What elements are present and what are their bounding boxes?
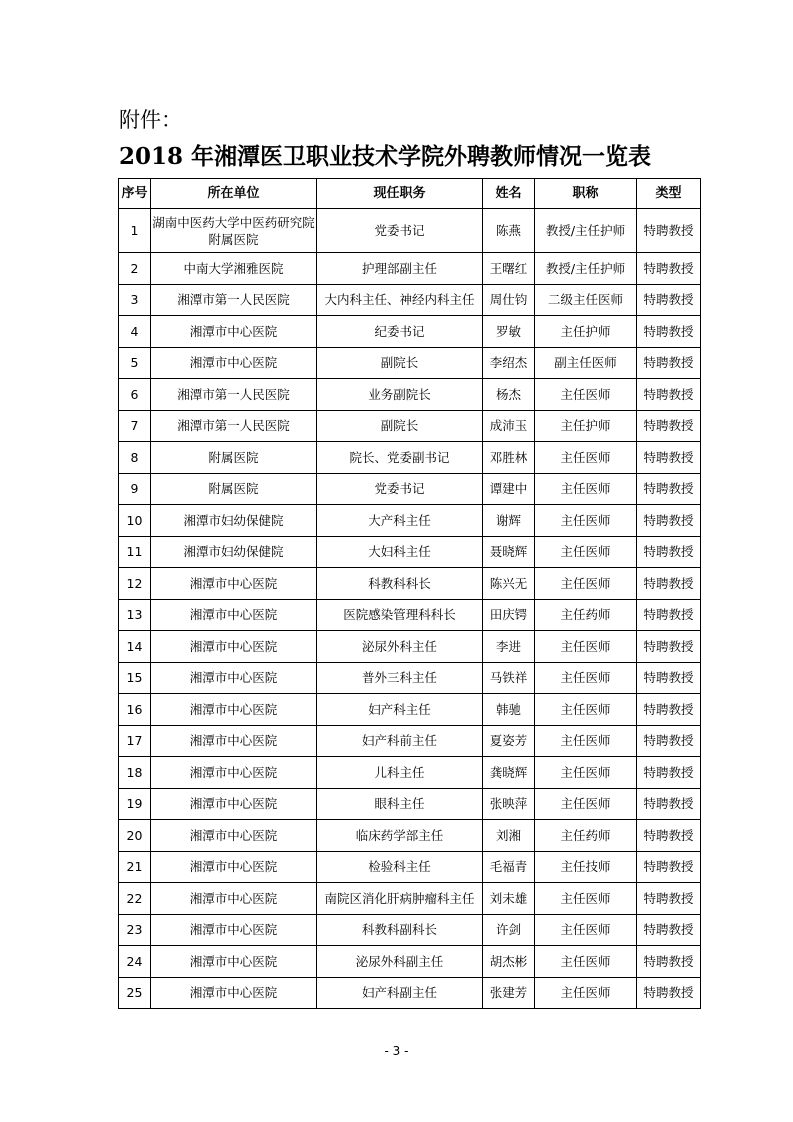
cell-unit: 湘潭市中心医院 — [151, 757, 317, 789]
cell-position: 妇产科副主任 — [317, 977, 483, 1009]
header-index: 序号 — [119, 179, 151, 209]
cell-position: 临床药学部主任 — [317, 820, 483, 852]
cell-name: 谢辉 — [483, 505, 535, 537]
cell-type: 特聘教授 — [637, 209, 701, 253]
cell-unit: 湘潭市中心医院 — [151, 599, 317, 631]
cell-unit: 湘潭市中心医院 — [151, 316, 317, 348]
cell-unit: 湘潭市中心医院 — [151, 788, 317, 820]
cell-position: 大妇科主任 — [317, 536, 483, 568]
cell-title: 主任药师 — [535, 820, 637, 852]
cell-name: 田庆锷 — [483, 599, 535, 631]
cell-position: 妇产科主任 — [317, 694, 483, 726]
cell-title: 主任医师 — [535, 788, 637, 820]
cell-name: 张建芳 — [483, 977, 535, 1009]
teacher-table — [118, 178, 701, 1009]
cell-position: 大内科主任、神经内科主任 — [317, 284, 483, 316]
cell-title: 主任医师 — [535, 505, 637, 537]
cell-index: 2 — [119, 253, 151, 285]
cell-unit: 湘潭市中心医院 — [151, 568, 317, 600]
cell-position: 科教科科长 — [317, 568, 483, 600]
cell-index: 15 — [119, 662, 151, 694]
cell-title: 主任医师 — [535, 694, 637, 726]
cell-name: 刘湘 — [483, 820, 535, 852]
cell-unit: 湘潭市中心医院 — [151, 977, 317, 1009]
cell-type: 特聘教授 — [637, 946, 701, 978]
cell-index: 17 — [119, 725, 151, 757]
cell-index: 7 — [119, 410, 151, 442]
cell-index: 10 — [119, 505, 151, 537]
cell-position: 妇产科前主任 — [317, 725, 483, 757]
cell-index: 11 — [119, 536, 151, 568]
cell-position: 科教科副科长 — [317, 914, 483, 946]
table-row — [119, 757, 701, 789]
cell-position: 护理部副主任 — [317, 253, 483, 285]
cell-unit: 湖南中医药大学中医药研究院附属医院 — [151, 209, 317, 253]
cell-name: 聂晓辉 — [483, 536, 535, 568]
document-title: 2018 年湘潭医卫职业技术学院外聘教师情况一览表 — [119, 143, 652, 170]
cell-index: 13 — [119, 599, 151, 631]
header-type: 类型 — [637, 179, 701, 209]
cell-index: 16 — [119, 694, 151, 726]
cell-type: 特聘教授 — [637, 662, 701, 694]
cell-unit: 湘潭市妇幼保健院 — [151, 505, 317, 537]
cell-title: 主任医师 — [535, 914, 637, 946]
table-row — [119, 347, 701, 379]
cell-title: 副主任医师 — [535, 347, 637, 379]
cell-type: 特聘教授 — [637, 914, 701, 946]
header-title: 职称 — [535, 179, 637, 209]
cell-name: 胡杰彬 — [483, 946, 535, 978]
cell-title: 主任医师 — [535, 442, 637, 474]
table-row — [119, 410, 701, 442]
table-row — [119, 536, 701, 568]
cell-title: 教授/主任护师 — [535, 253, 637, 285]
cell-title: 主任医师 — [535, 883, 637, 915]
header-name: 姓名 — [483, 179, 535, 209]
cell-unit: 湘潭市中心医院 — [151, 725, 317, 757]
table-row — [119, 442, 701, 474]
cell-position: 院长、党委副书记 — [317, 442, 483, 474]
cell-index: 4 — [119, 316, 151, 348]
cell-title: 主任医师 — [535, 725, 637, 757]
cell-title: 主任技师 — [535, 851, 637, 883]
cell-title: 教授/主任护师 — [535, 209, 637, 253]
cell-unit: 湘潭市中心医院 — [151, 946, 317, 978]
table-row — [119, 209, 701, 253]
cell-title: 主任医师 — [535, 473, 637, 505]
cell-type: 特聘教授 — [637, 883, 701, 915]
cell-title: 主任医师 — [535, 568, 637, 600]
table-row — [119, 788, 701, 820]
cell-position: 儿科主任 — [317, 757, 483, 789]
cell-title: 主任药师 — [535, 599, 637, 631]
cell-index: 23 — [119, 914, 151, 946]
cell-name: 龚晓辉 — [483, 757, 535, 789]
table-row — [119, 631, 701, 663]
cell-index: 12 — [119, 568, 151, 600]
cell-index: 25 — [119, 977, 151, 1009]
cell-position: 纪委书记 — [317, 316, 483, 348]
cell-unit: 湘潭市第一人民医院 — [151, 284, 317, 316]
cell-type: 特聘教授 — [637, 410, 701, 442]
cell-name: 刘未雄 — [483, 883, 535, 915]
cell-unit: 湘潭市中心医院 — [151, 820, 317, 852]
cell-name: 毛福青 — [483, 851, 535, 883]
cell-index: 19 — [119, 788, 151, 820]
cell-index: 5 — [119, 347, 151, 379]
cell-title: 主任医师 — [535, 977, 637, 1009]
cell-name: 王曙红 — [483, 253, 535, 285]
table-row — [119, 883, 701, 915]
cell-position: 副院长 — [317, 347, 483, 379]
cell-index: 21 — [119, 851, 151, 883]
cell-index: 8 — [119, 442, 151, 474]
table-row — [119, 253, 701, 285]
cell-type: 特聘教授 — [637, 568, 701, 600]
cell-unit: 湘潭市中心医院 — [151, 851, 317, 883]
cell-title: 主任医师 — [535, 757, 637, 789]
table-row — [119, 820, 701, 852]
cell-name: 张映萍 — [483, 788, 535, 820]
cell-name: 成沛玉 — [483, 410, 535, 442]
cell-unit: 中南大学湘雅医院 — [151, 253, 317, 285]
cell-name: 邓胜林 — [483, 442, 535, 474]
cell-name: 马铁祥 — [483, 662, 535, 694]
attachment-label: 附件： — [119, 108, 182, 132]
cell-type: 特聘教授 — [637, 347, 701, 379]
cell-unit: 湘潭市第一人民医院 — [151, 410, 317, 442]
table-row — [119, 977, 701, 1009]
cell-unit: 湘潭市妇幼保健院 — [151, 536, 317, 568]
table-row — [119, 473, 701, 505]
cell-title: 主任护师 — [535, 410, 637, 442]
cell-title: 主任医师 — [535, 946, 637, 978]
cell-position: 检验科主任 — [317, 851, 483, 883]
cell-type: 特聘教授 — [637, 284, 701, 316]
cell-unit: 湘潭市中心医院 — [151, 631, 317, 663]
cell-position: 眼科主任 — [317, 788, 483, 820]
cell-type: 特聘教授 — [637, 725, 701, 757]
cell-name: 韩驰 — [483, 694, 535, 726]
cell-position: 泌尿外科主任 — [317, 631, 483, 663]
cell-position: 普外三科主任 — [317, 662, 483, 694]
cell-index: 3 — [119, 284, 151, 316]
cell-unit: 湘潭市中心医院 — [151, 662, 317, 694]
page-number: - 3 - — [384, 1044, 409, 1058]
cell-type: 特聘教授 — [637, 536, 701, 568]
cell-type: 特聘教授 — [637, 851, 701, 883]
cell-unit: 湘潭市中心医院 — [151, 694, 317, 726]
cell-index: 14 — [119, 631, 151, 663]
cell-title: 主任医师 — [535, 662, 637, 694]
cell-unit: 湘潭市第一人民医院 — [151, 379, 317, 411]
cell-type: 特聘教授 — [637, 253, 701, 285]
cell-index: 20 — [119, 820, 151, 852]
cell-name: 罗敏 — [483, 316, 535, 348]
cell-type: 特聘教授 — [637, 379, 701, 411]
cell-name: 夏姿芳 — [483, 725, 535, 757]
table-header-row — [119, 179, 701, 209]
cell-name: 杨杰 — [483, 379, 535, 411]
cell-type: 特聘教授 — [637, 757, 701, 789]
table-row — [119, 725, 701, 757]
table-row — [119, 599, 701, 631]
cell-unit: 附属医院 — [151, 442, 317, 474]
cell-type: 特聘教授 — [637, 316, 701, 348]
cell-position: 党委书记 — [317, 473, 483, 505]
table-row — [119, 946, 701, 978]
cell-name: 周仕钧 — [483, 284, 535, 316]
cell-index: 1 — [119, 209, 151, 253]
cell-unit: 附属医院 — [151, 473, 317, 505]
table-row — [119, 284, 701, 316]
cell-position: 泌尿外科副主任 — [317, 946, 483, 978]
table-row — [119, 914, 701, 946]
cell-type: 特聘教授 — [637, 599, 701, 631]
cell-name: 陈兴无 — [483, 568, 535, 600]
cell-index: 22 — [119, 883, 151, 915]
cell-type: 特聘教授 — [637, 442, 701, 474]
table-row — [119, 662, 701, 694]
cell-unit: 湘潭市中心医院 — [151, 883, 317, 915]
table-row — [119, 851, 701, 883]
header-position: 现任职务 — [317, 179, 483, 209]
table-row — [119, 316, 701, 348]
cell-type: 特聘教授 — [637, 473, 701, 505]
cell-index: 18 — [119, 757, 151, 789]
cell-type: 特聘教授 — [637, 505, 701, 537]
cell-position: 党委书记 — [317, 209, 483, 253]
cell-name: 许剑 — [483, 914, 535, 946]
table-body — [119, 209, 701, 1009]
cell-type: 特聘教授 — [637, 977, 701, 1009]
cell-name: 李进 — [483, 631, 535, 663]
table-row — [119, 379, 701, 411]
cell-index: 24 — [119, 946, 151, 978]
cell-position: 副院长 — [317, 410, 483, 442]
header-unit: 所在单位 — [151, 179, 317, 209]
cell-position: 大产科主任 — [317, 505, 483, 537]
cell-unit: 湘潭市中心医院 — [151, 347, 317, 379]
cell-name: 谭建中 — [483, 473, 535, 505]
cell-title: 二级主任医师 — [535, 284, 637, 316]
table-row — [119, 694, 701, 726]
cell-position: 业务副院长 — [317, 379, 483, 411]
cell-title: 主任医师 — [535, 631, 637, 663]
cell-name: 陈燕 — [483, 209, 535, 253]
cell-type: 特聘教授 — [637, 694, 701, 726]
cell-title: 主任医师 — [535, 536, 637, 568]
cell-index: 6 — [119, 379, 151, 411]
table-row — [119, 505, 701, 537]
cell-position: 南院区消化肝病肿瘤科主任 — [317, 883, 483, 915]
cell-title: 主任医师 — [535, 379, 637, 411]
cell-name: 李绍杰 — [483, 347, 535, 379]
cell-type: 特聘教授 — [637, 788, 701, 820]
cell-title: 主任护师 — [535, 316, 637, 348]
cell-type: 特聘教授 — [637, 820, 701, 852]
cell-type: 特聘教授 — [637, 631, 701, 663]
cell-index: 9 — [119, 473, 151, 505]
cell-position: 医院感染管理科科长 — [317, 599, 483, 631]
cell-unit: 湘潭市中心医院 — [151, 914, 317, 946]
table-row — [119, 568, 701, 600]
